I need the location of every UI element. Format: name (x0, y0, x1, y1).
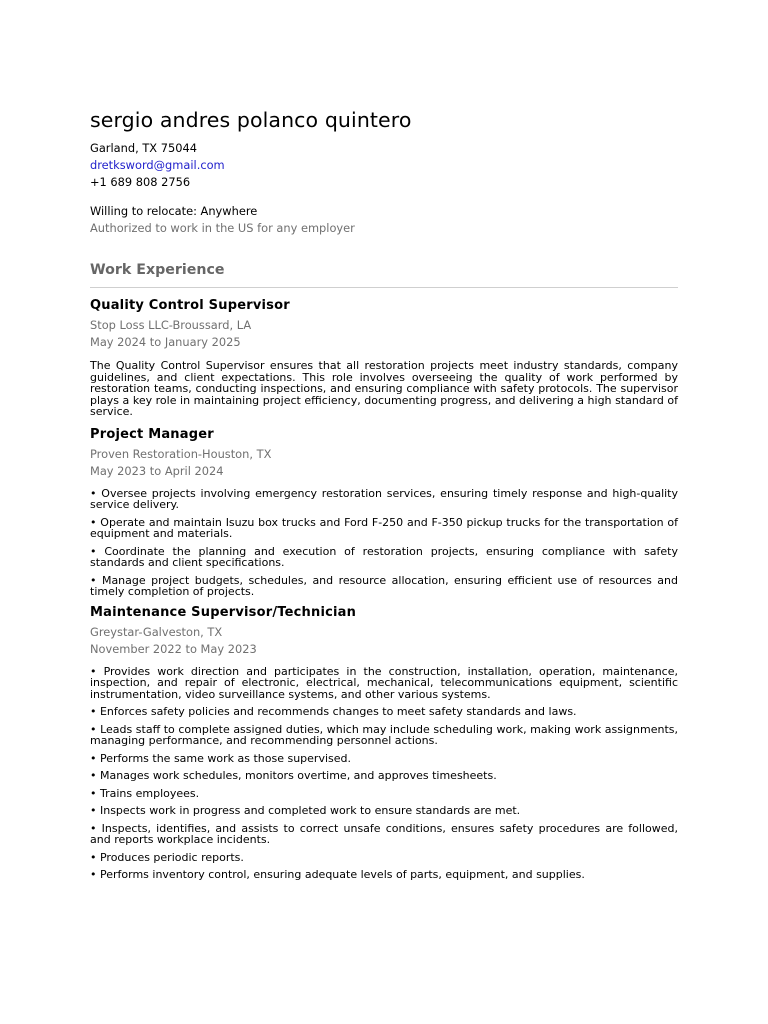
relocate-text: Willing to relocate: Anywhere (90, 204, 258, 218)
job-title: Project Manager (90, 426, 214, 442)
candidate-name: sergio andres polanco quintero (90, 108, 412, 132)
list-item: • Performs the same work as those supervised. (90, 751, 352, 765)
job-title: Maintenance Supervisor/Technician (90, 604, 357, 620)
job-dates: May 2024 to January 2025 (90, 335, 241, 349)
work-experience-list (90, 297, 678, 887)
section-title-work-experience: Work Experience (90, 262, 225, 278)
job-bullets (90, 666, 678, 881)
list-item: • Inspects work in progress and completed work to ensure standards are met. (90, 804, 521, 817)
email-link[interactable]: dretksword@gmail.com (90, 158, 225, 172)
job-entry (90, 604, 678, 881)
phone: +1 689 808 2756 (90, 175, 191, 189)
list-item: • Provides work direction and participates in the construction, installation, operation, maintenance, inspection, and repair of electronic, electrical, mechanical, telecommunications equipment, scientific instrumentation, video surveillance systems, and other various systems. (90, 664, 678, 701)
list-item: • Manages work schedules, monitors overtime, and approves timesheets. (90, 769, 497, 782)
list-item: • Inspects, identifies, and assists to correct unsafe conditions, ensures safety procedures are followed, and reports workplace incidents. (90, 821, 678, 846)
job-bullets (90, 488, 678, 598)
job-description: The Quality Control Supervisor ensures that all restoration projects meet industry standards, company guidelines, and client expectations. This role involves overseeing the quality of work performed by restoration teams, conducting inspections, and ensuring compliance with safety protocols. The supervisor plays a key role in maintaining project efficiency, documenting progress, and delivering a high standard of service. (90, 359, 678, 418)
list-item: • Trains employees. (90, 786, 200, 800)
list-item: • Manage project budgets, schedules, and resource allocation, ensuring efficient use of resources and timely completion of projects. (90, 573, 678, 598)
section-divider (90, 287, 678, 288)
location: Garland, TX 75044 (90, 141, 197, 155)
job-entry (90, 297, 678, 418)
contact-block (90, 140, 225, 191)
job-company: Proven Restoration-Houston, TX (90, 446, 272, 461)
job-dates: November 2022 to May 2023 (90, 641, 257, 656)
job-entry (90, 426, 678, 598)
job-title: Quality Control Supervisor (90, 298, 290, 313)
list-item: • Enforces safety policies and recommends changes to meet safety standards and laws. (90, 705, 577, 718)
list-item: • Produces periodic reports. (90, 850, 244, 864)
job-company: Greystar-Galveston, TX (90, 624, 223, 639)
job-company: Stop Loss LLC-Broussard, LA (90, 318, 252, 332)
job-dates: May 2023 to April 2024 (90, 463, 224, 478)
list-item: • Coordinate the planning and execution of restoration projects, ensuring compliance with safety standards and client specifications. (90, 544, 678, 569)
work-preferences (90, 203, 355, 237)
work-authorization: Authorized to work in the US for any employer (90, 221, 355, 235)
list-item: • Operate and maintain Isuzu box trucks and Ford F-250 and F-350 pickup trucks for the transportation of equipment and materials. (90, 515, 678, 540)
list-item: • Oversee projects involving emergency restoration services, ensuring timely response and high-quality service delivery. (90, 486, 678, 511)
list-item: • Performs inventory control, ensuring adequate levels of parts, equipment, and supplies. (90, 868, 585, 881)
list-item: • Leads staff to complete assigned duties, which may include scheduling work, making work assignments, managing performance, and recommending personnel actions. (90, 722, 678, 747)
